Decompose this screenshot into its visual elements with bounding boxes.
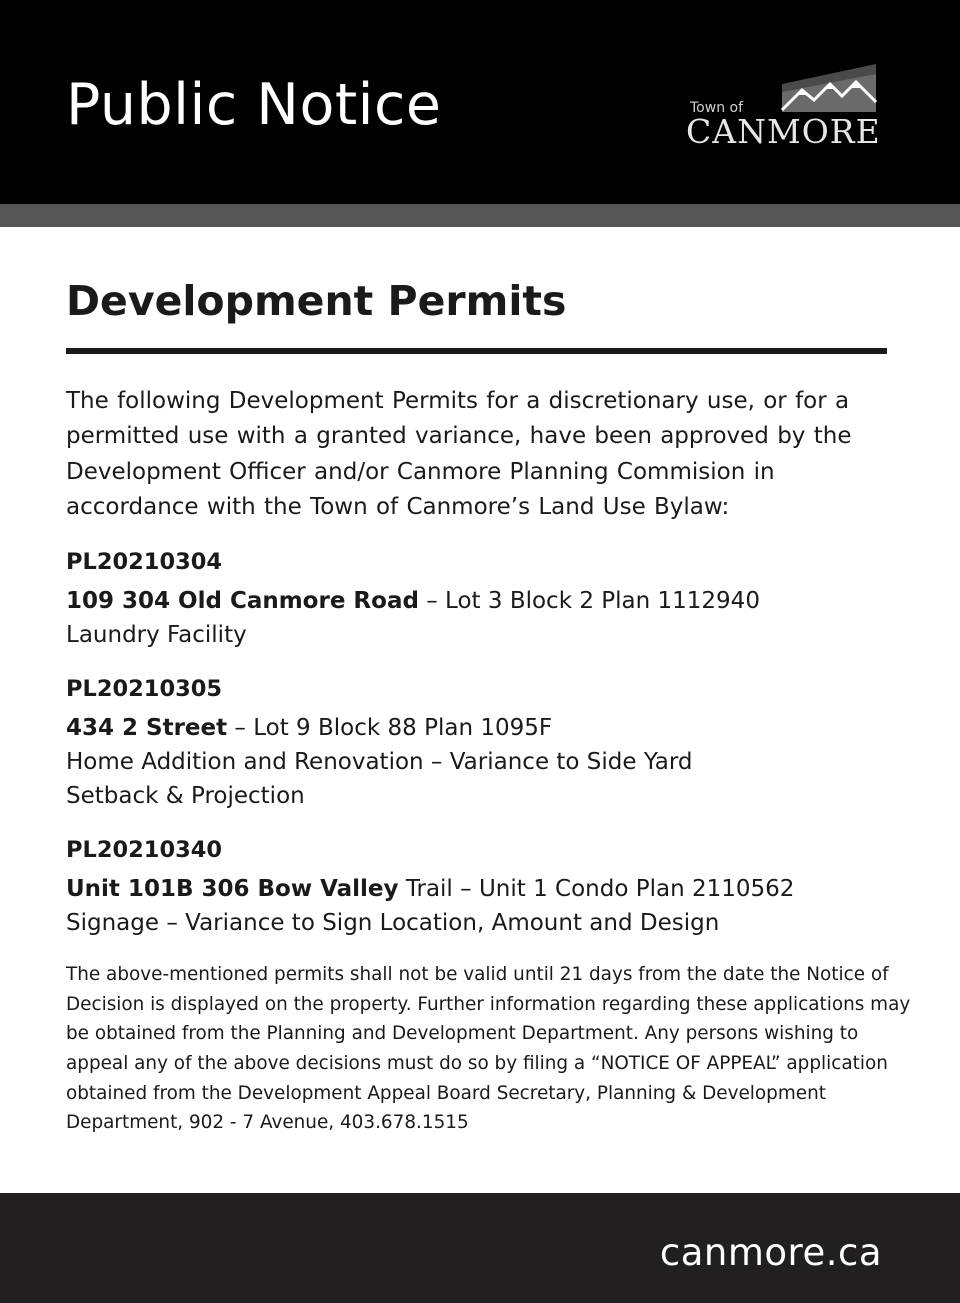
town-logo [686,62,886,151]
permit-entry [66,545,906,652]
permit-address [66,872,906,906]
permit-entry [66,672,906,813]
permit-use: Signage – Variance to Sign Location, Amount and Design [66,910,720,937]
notice-content [66,272,911,1138]
permit-address [66,584,906,618]
permit-entry [66,833,906,940]
permit-address-street: Unit 101B 306 Bow Valley [66,876,399,903]
permit-use: Home Addition and Renovation – Variance to Side Yard Setback & Projection [66,749,693,810]
permit-id: PL20210304 [66,549,223,576]
permit-address-street: 109 304 Old Canmore Road [66,588,419,615]
permit-id: PL20210305 [66,676,223,703]
permit-address-legal: – Lot 9 Block 88 Plan 1095F [227,715,553,742]
page-title: Public Notice [66,72,442,138]
section-title: Development Permits [66,277,567,325]
title-rule [66,348,887,354]
appeal-fineprint: The above-mentioned permits shall not be valid until 21 days from the date the Notice of Decision is displayed on the property. Further information regarding these applications may be obtained from the Planning and Development Department. Any persons wishing to appeal any of the above decisions must do so by filing a “NOTICE OF APPEAL” application obtained from the Development Appeal Board Secretary, Planning & Development Department, 902 - 7 Avenue, 403.678.1515 [66,964,911,1134]
logo-name-text: CANMORE [686,112,881,151]
header-bar [0,0,960,204]
permit-address-legal: – Lot 3 Block 2 Plan 1112940 [418,588,760,615]
header-band [0,204,960,227]
permit-address-legal: Trail – Unit 1 Condo Plan 2110562 [398,876,795,903]
permit-address [66,711,906,745]
logo-town-text: Town of [690,100,744,116]
footer-bar [0,1193,960,1303]
intro-paragraph: The following Development Permits for a discretionary use, or for a permitted use with a granted variance, have been approved by the Development Officer and/or Canmore Planning Commision in accordance with the Town of Canmore’s Land Use Bylaw: [66,388,852,520]
mountain-logo-icon [776,62,880,114]
permit-address-street: 434 2 Street [66,715,228,742]
permit-use: Laundry Facility [66,622,247,649]
permit-id: PL20210340 [66,837,223,864]
website-link[interactable]: canmore.ca [659,1231,882,1274]
